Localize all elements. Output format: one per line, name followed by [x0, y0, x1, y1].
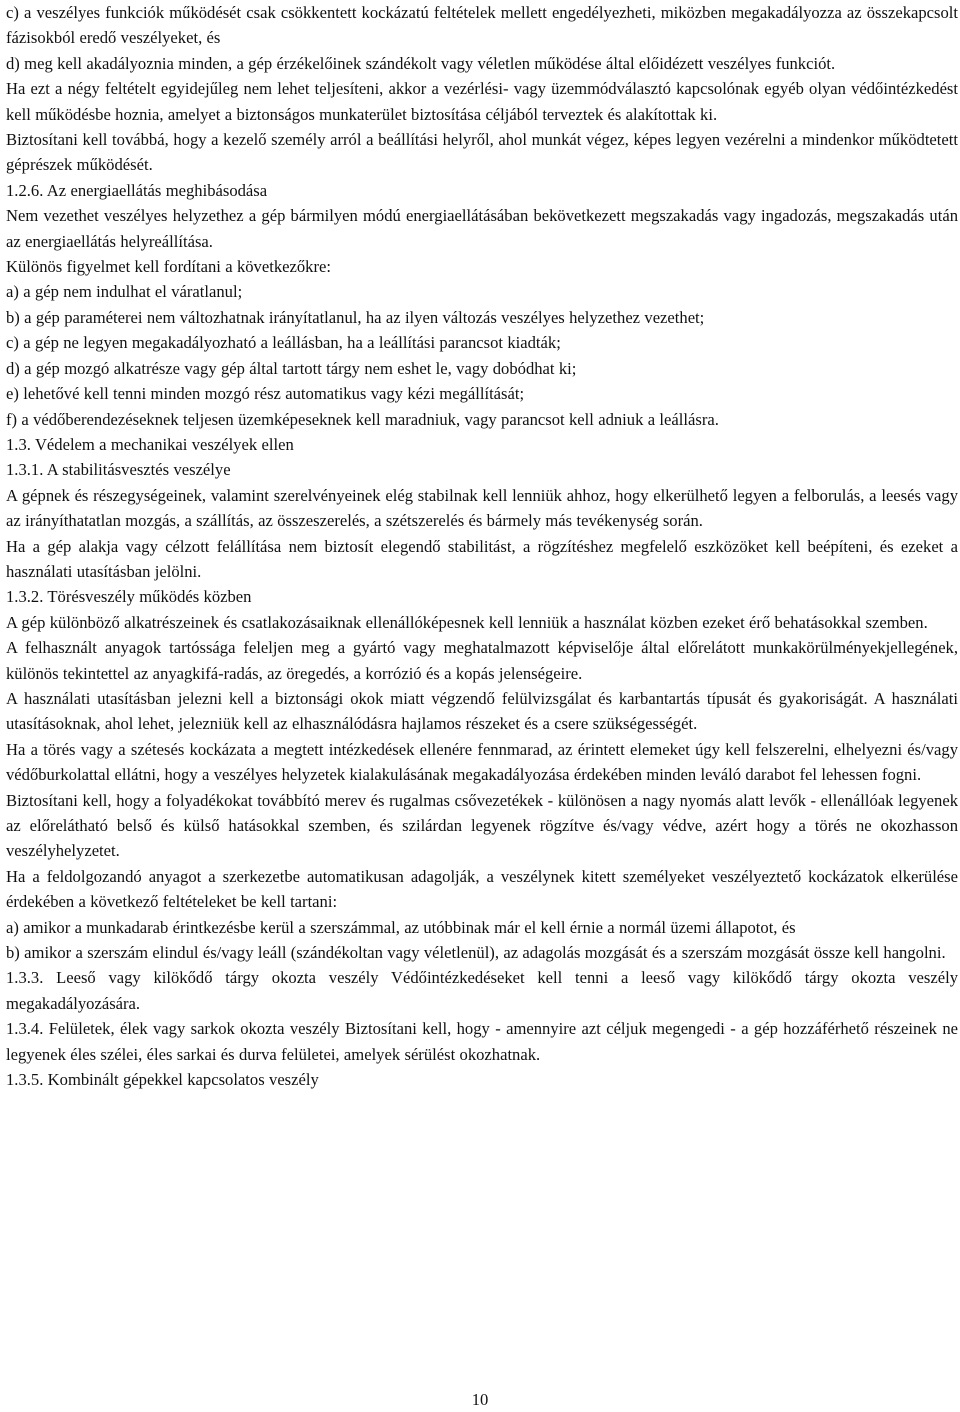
paragraph: 1.3.2. Törésveszély működés közben [6, 587, 252, 607]
paragraph: Ha a gép alakja vagy célzott felállítása nem biztosít elegendő stabilitást, a rögzítéshez megfelelő eszközöket kell beépíteni, és ezeket a használati utasításban jelölni. [6, 536, 958, 581]
paragraph: Biztosítani kell továbbá, hogy a kezelő személy arról a beállítási helyről, ahol munkát végez, képes legyen vezérelni a mindenkor működtetett géprészek működését. [6, 130, 958, 175]
paragraph: 1.3.1. A stabilitásvesztés veszélye [6, 460, 231, 480]
paragraph: Biztosítani kell, hogy a folyadékokat továbbító merev és rugalmas csővezetékek - különösen a nagy nyomás alatt levők - ellenállóak legyenek az előrelátható belső és külső hatásokkal szemben, és szilárdan legyenek rögzítve és/vagy védve, azért hogy a törés ne okozhasson veszélyhelyzetet. [6, 790, 958, 861]
paragraph: c) a gép ne legyen megakadályozható a leállásban, ha a leállítási parancsot kiadták; [6, 333, 561, 353]
paragraph: a) amikor a munkadarab érintkezésbe kerül a szerszámmal, az utóbbinak már el kell érnie a normál üzemi állapotot, és [6, 917, 796, 937]
paragraph: Ha ezt a négy feltételt egyidejűleg nem lehet teljesíteni, akkor a vezérlési- vagy üzemmódválasztó kapcsolónak egyéb olyan védőintézkedést kell működésbe hoznia, amelyet a biztonságos munkaterület biztosítása céljából terveztek és alakítottak ki. [6, 79, 958, 124]
paragraph: Ha a törés vagy a szétesés kockázata a megtett intézkedések ellenére fennmarad, az érintett elemeket úgy kell felszerelni, elhelyezni és/vagy védőburkolattal ellátni, hogy a veszélyes helyzetek kialakulásának megakadályozása érdekében minden leváló darabot fel lehessen fogni. [6, 739, 958, 785]
paragraph: Nem vezethet veszélyes helyzethez a gép bármilyen módú energiaellátásában bekövetkezett megszakadás vagy ingadozás, megszakadás után az energiaellátás helyreállítása. [6, 206, 958, 251]
paragraph: 1.2.6. Az energiaellátás meghibásodása [6, 180, 268, 200]
paragraph: 1.3.3. Leeső vagy kilökődő tárgy okozta veszély Védőintézkedéseket kell tenni a leeső vagy kilökődő tárgy okozta veszély megakadályozására. [6, 968, 958, 1013]
paragraph: 1.3. Védelem a mechanikai veszélyek ellen [6, 434, 294, 454]
paragraph: A gépnek és részegységeinek, valamint szerelvényeinek elég stabilnak kell lenniük ahhoz, hogy elkerülhető legyen a felborulás, a leesés vagy az irányíthatatlan mozgás, a szállítás, az összeszerelés, a szétszerelés és bármely más tevékenység során. [6, 485, 958, 531]
paragraph: a) a gép nem indulhat el váratlanul; [6, 282, 243, 302]
paragraph: d) meg kell akadályoznia minden, a gép érzékelőinek szándékolt vagy véletlen működése által előidézett veszélyes funkciót. [6, 53, 836, 73]
paragraph: d) a gép mozgó alkatrésze vagy gép által tartott tárgy nem eshet le, vagy dobódhat ki; [6, 358, 577, 378]
document-body [6, 0, 958, 1092]
paragraph: A használati utasításban jelezni kell a biztonsági okok miatt végzendő felülvizsgálat és karbantartás típusát és gyakoriságát. A használati utasításoknak, ahol lehet, jelezniük kell az elhasználódásra hajlamos részeket és a csere szükségességét. [6, 688, 958, 734]
paragraph: c) a veszélyes funkciók működését csak csökkentett kockázatú feltételek mellett engedélyezheti, miközben megakadályozza az összekapcsolt fázisokból eredő veszélyeket, és [6, 3, 958, 48]
paragraph: A felhasznált anyagok tartóssága feleljen meg a gyártó vagy meghatalmazott képviselője által előrelátott munkakörülményekjellegének, különös tekintettel az anyagkifá-radás, az öregedés, a korrózió és a kopás jelenségeire. [6, 638, 958, 683]
paragraph: A gép különböző alkatrészeinek és csatlakozásaiknak ellenállóképesnek kell lenniük a használat közben ezeket érő behatásokkal szemben. [6, 612, 928, 632]
paragraph: f) a védőberendezéseknek teljesen üzemképeseknek kell maradniuk, vagy parancsot kell adniuk a leállásra. [6, 409, 719, 429]
paragraph: 1.3.4. Felületek, élek vagy sarkok okozta veszély Biztosítani kell, hogy - amennyire azt céljuk megengedi - a gép hozzáférhető részeinek ne legyenek éles szélei, éles sarkai és durva felületei, amelyek sérülést okozhatnak. [6, 1019, 958, 1064]
paragraph: Különös figyelmet kell fordítani a következőkre: [6, 257, 331, 277]
paragraph: b) amikor a szerszám elindul és/vagy leáll (szándékoltan vagy véletlenül), az adagolás mozgását és a szerszám mozgását össze kell hangolni. [6, 943, 946, 963]
paragraph: b) a gép paraméterei nem változhatnak irányítatlanul, ha az ilyen változás veszélyes helyzethez vezethet; [6, 307, 705, 327]
paragraph: e) lehetővé kell tenni minden mozgó rész automatikus vagy kézi megállítását; [6, 384, 525, 404]
page-number: 10 [471, 1390, 489, 1409]
paragraph: 1.3.5. Kombinált gépekkel kapcsolatos veszély [6, 1070, 319, 1090]
paragraph: Ha a feldolgozandó anyagot a szerkezetbe automatikusan adagolják, a veszélynek kitett személyeket veszélyeztető kockázatok elkerülése érdekében a következő feltételeket be kell tartani: [6, 866, 958, 912]
